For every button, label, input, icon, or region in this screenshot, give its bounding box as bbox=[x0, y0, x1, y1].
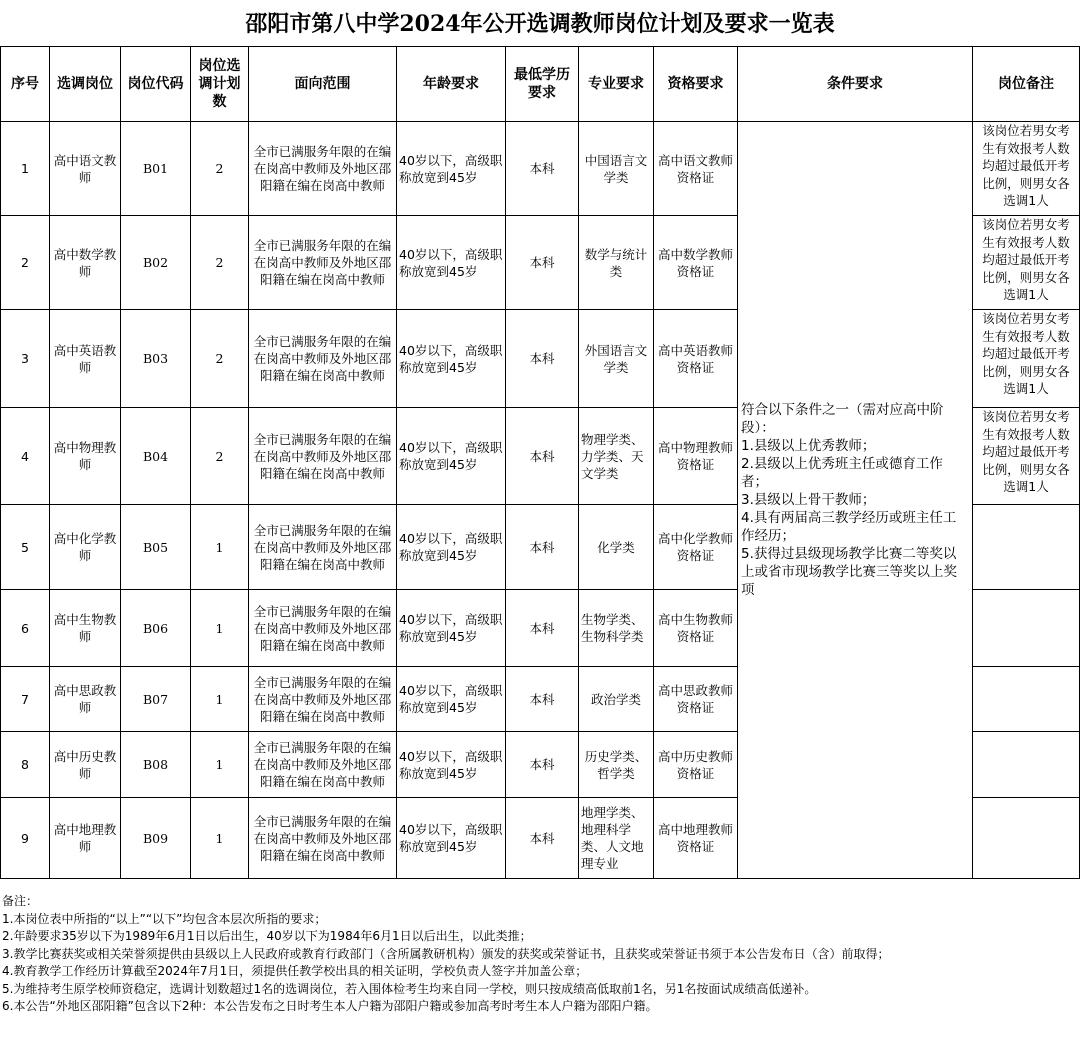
edu-cell bbox=[506, 122, 579, 216]
scope-cell bbox=[249, 408, 397, 505]
header-edu: 最低学历要求 bbox=[506, 47, 579, 122]
scope-cell bbox=[249, 122, 397, 216]
remark-cell-text: 该岗位若男女考生有效报考人数均超过最低开考比例，则男女各选调1人 bbox=[982, 123, 1070, 208]
header-major: 专业要求 bbox=[579, 47, 654, 122]
qual-cell-text: 高中物理教师资格证 bbox=[657, 440, 733, 472]
code-cell bbox=[121, 505, 191, 590]
seq-cell bbox=[1, 732, 50, 798]
condition-cell-text: 符合以下条件之一（需对应高中阶段）： 1.县级以上优秀教师； 2.县级以上优秀班主任或德育工作者； 3.县级以上骨干教师； 4.具有两届高三教学经历或班主任工作经历； 5.获得过县级现场教学比赛二等奖以上或省市现场教学比赛三等奖以上奖项 bbox=[741, 402, 957, 598]
code-cell bbox=[121, 310, 191, 408]
remark-cell-empty bbox=[973, 590, 1080, 667]
scope-cell-text: 全市已满服务年限的在编在岗高中教师及外地区邵阳籍在编在岗高中教师 bbox=[253, 813, 392, 863]
position-cell-text: 高中思政教师 bbox=[53, 683, 117, 715]
age-cell bbox=[397, 310, 506, 408]
plan-cell bbox=[191, 216, 249, 310]
note-item: 5.为维持考生原学校师资稳定，选调计划数超过1名的选调岗位，若入围体检考生均来自同一学校，则只按成绩高低取前1名，另1名按面试成绩高低递补。 bbox=[2, 981, 817, 996]
position-cell bbox=[50, 798, 121, 879]
code-cell-text: B05 bbox=[142, 539, 169, 555]
edu-cell-text: 本科 bbox=[529, 757, 555, 772]
edu-cell-text: 本科 bbox=[529, 539, 555, 555]
edu-cell bbox=[506, 310, 579, 408]
plan-cell bbox=[191, 732, 249, 798]
major-cell-text: 历史学类、哲学类 bbox=[584, 748, 648, 781]
edu-cell bbox=[506, 505, 579, 590]
qual-cell bbox=[654, 408, 738, 505]
plan-cell-text: 1 bbox=[215, 757, 224, 772]
note-item: 1.本岗位表中所指的“以上”“以下”均包含本层次所指的要求； bbox=[2, 911, 327, 926]
qual-cell bbox=[654, 505, 738, 590]
scope-cell-text: 全市已满服务年限的在编在岗高中教师及外地区邵阳籍在编在岗高中教师 bbox=[253, 431, 392, 481]
remark-cell-text: 该岗位若男女考生有效报考人数均超过最低开考比例，则男女各选调1人 bbox=[982, 409, 1070, 494]
age-cell bbox=[397, 798, 506, 879]
position-cell-text: 高中地理教师 bbox=[53, 822, 117, 854]
scope-cell bbox=[249, 310, 397, 408]
seq-cell-text: 2 bbox=[21, 255, 29, 270]
scope-cell-text: 全市已满服务年限的在编在岗高中教师及外地区邵阳籍在编在岗高中教师 bbox=[253, 603, 392, 653]
note-item: 3.教学比赛获奖或相关荣誉须提供由县级以上人民政府或教育行政部门（含所属教研机构）颁发的获奖或荣誉证书，且获奖或荣誉证书须于本公告发布日（含）前取得； bbox=[2, 946, 890, 961]
plan-cell bbox=[191, 310, 249, 408]
age-cell-text: 40岁以下，高级职称放宽到45岁 bbox=[399, 748, 503, 781]
table-body bbox=[1, 122, 1080, 879]
age-cell bbox=[397, 408, 506, 505]
edu-cell bbox=[506, 667, 579, 732]
major-cell bbox=[579, 505, 654, 590]
plan-cell bbox=[191, 408, 249, 505]
scope-cell bbox=[249, 667, 397, 732]
major-cell bbox=[579, 310, 654, 408]
code-cell bbox=[121, 798, 191, 879]
header-cond: 条件要求 bbox=[738, 47, 973, 122]
code-cell-text: B06 bbox=[142, 620, 169, 636]
seq-cell-text: 4 bbox=[21, 448, 29, 464]
age-cell-text: 40岁以下，高级职称放宽到45岁 bbox=[399, 246, 503, 279]
code-cell bbox=[121, 732, 191, 798]
major-cell bbox=[579, 590, 654, 667]
major-cell-text: 生物学类、生物科学类 bbox=[581, 612, 644, 644]
plan-cell-text: 1 bbox=[215, 539, 224, 555]
age-cell-text: 40岁以下，高级职称放宽到45岁 bbox=[399, 531, 503, 563]
major-cell-text: 物理学类、力学类、天文学类 bbox=[581, 431, 644, 481]
plan-cell-text: 2 bbox=[215, 351, 224, 366]
position-cell-text: 高中物理教师 bbox=[53, 440, 117, 472]
plan-cell bbox=[191, 505, 249, 590]
age-cell bbox=[397, 667, 506, 732]
qual-cell bbox=[654, 732, 738, 798]
age-cell bbox=[397, 505, 506, 590]
plan-cell-text: 2 bbox=[215, 161, 224, 176]
qual-cell-text: 高中历史教师资格证 bbox=[657, 748, 733, 781]
qual-cell-text: 高中生物教师资格证 bbox=[657, 612, 733, 644]
qual-cell bbox=[654, 590, 738, 667]
remark-cell-text: 该岗位若男女考生有效报考人数均超过最低开考比例，则男女各选调1人 bbox=[982, 311, 1070, 396]
header-position: 选调岗位 bbox=[50, 47, 121, 122]
age-cell-text: 40岁以下，高级职称放宽到45岁 bbox=[399, 152, 503, 185]
edu-cell-text: 本科 bbox=[529, 161, 555, 176]
position-cell-text: 高中生物教师 bbox=[53, 612, 117, 644]
age-cell bbox=[397, 216, 506, 310]
age-cell-text: 40岁以下，高级职称放宽到45岁 bbox=[399, 440, 503, 472]
seq-cell bbox=[1, 216, 50, 310]
remark-cell-empty bbox=[973, 667, 1080, 732]
plan-cell-text: 1 bbox=[215, 830, 224, 846]
remark-cell bbox=[973, 216, 1080, 310]
remark-cell-text: 该岗位若男女考生有效报考人数均超过最低开考比例，则男女各选调1人 bbox=[982, 217, 1070, 302]
scope-cell-text: 全市已满服务年限的在编在岗高中教师及外地区邵阳籍在编在岗高中教师 bbox=[253, 334, 392, 383]
age-cell bbox=[397, 122, 506, 216]
age-cell-text: 40岁以下，高级职称放宽到45岁 bbox=[399, 822, 503, 854]
qual-cell-text: 高中化学教师资格证 bbox=[657, 531, 733, 563]
scope-cell-text: 全市已满服务年限的在编在岗高中教师及外地区邵阳籍在编在岗高中教师 bbox=[253, 522, 392, 572]
seq-cell bbox=[1, 798, 50, 879]
qual-cell bbox=[654, 667, 738, 732]
position-cell bbox=[50, 310, 121, 408]
document-title: 邵阳市第八中学2024年公开选调教师岗位计划及要求一览表 bbox=[245, 11, 835, 37]
remark-cell bbox=[973, 408, 1080, 505]
header-code: 岗位代码 bbox=[121, 47, 191, 122]
header-plan: 岗位选调计划数 bbox=[191, 47, 249, 122]
age-cell-text: 40岁以下，高级职称放宽到45岁 bbox=[399, 612, 503, 644]
age-cell-text: 40岁以下，高级职称放宽到45岁 bbox=[399, 683, 503, 715]
qual-cell-text: 高中英语教师资格证 bbox=[657, 342, 733, 375]
major-cell-text: 政治学类 bbox=[590, 691, 641, 707]
qual-cell bbox=[654, 122, 738, 216]
edu-cell-text: 本科 bbox=[529, 448, 555, 464]
edu-cell bbox=[506, 798, 579, 879]
code-cell bbox=[121, 216, 191, 310]
qual-cell bbox=[654, 798, 738, 879]
position-cell-text: 高中语文教师 bbox=[53, 152, 117, 185]
position-cell-text: 高中英语教师 bbox=[53, 342, 117, 375]
remark-cell-empty bbox=[973, 798, 1080, 879]
scope-cell bbox=[249, 732, 397, 798]
scope-cell-text: 全市已满服务年限的在编在岗高中教师及外地区邵阳籍在编在岗高中教师 bbox=[253, 144, 392, 193]
code-cell-text: B07 bbox=[142, 691, 169, 707]
age-cell bbox=[397, 590, 506, 667]
major-cell-text: 中国语言文学类 bbox=[584, 152, 648, 185]
code-cell bbox=[121, 408, 191, 505]
edu-cell-text: 本科 bbox=[529, 620, 555, 636]
edu-cell bbox=[506, 408, 579, 505]
major-cell bbox=[579, 667, 654, 732]
position-cell bbox=[50, 590, 121, 667]
code-cell-text: B09 bbox=[142, 830, 169, 846]
edu-cell bbox=[506, 590, 579, 667]
qual-cell-text: 高中语文教师资格证 bbox=[657, 152, 733, 185]
seq-cell-text: 5 bbox=[21, 539, 29, 555]
seq-cell-text: 1 bbox=[21, 161, 29, 176]
plan-cell-text: 1 bbox=[215, 691, 224, 707]
edu-cell-text: 本科 bbox=[529, 351, 555, 366]
position-cell-text: 高中数学教师 bbox=[53, 246, 117, 279]
plan-cell-text: 2 bbox=[215, 255, 224, 270]
qual-cell-text: 高中地理教师资格证 bbox=[657, 822, 733, 854]
plan-cell-text: 1 bbox=[215, 620, 224, 636]
header-seq: 序号 bbox=[1, 47, 50, 122]
scope-cell-text: 全市已满服务年限的在编在岗高中教师及外地区邵阳籍在编在岗高中教师 bbox=[253, 674, 392, 724]
header-age: 年龄要求 bbox=[397, 47, 506, 122]
major-cell bbox=[579, 732, 654, 798]
note-item: 6.本公告“外地区邵阳籍”包含以下2种：本公告发布之日时考生本人户籍为邵阳户籍或参加高考时考生本人户籍为邵阳户籍。 bbox=[2, 999, 658, 1013]
major-cell-text: 数学与统计类 bbox=[584, 246, 648, 279]
table-row bbox=[1, 122, 1080, 216]
remark-cell-empty bbox=[973, 732, 1080, 798]
position-cell bbox=[50, 216, 121, 310]
major-cell bbox=[579, 798, 654, 879]
scope-cell bbox=[249, 798, 397, 879]
edu-cell-text: 本科 bbox=[529, 691, 555, 707]
code-cell bbox=[121, 667, 191, 732]
positions-table bbox=[0, 46, 1080, 879]
position-cell bbox=[50, 732, 121, 798]
qual-cell-text: 高中思政教师资格证 bbox=[657, 683, 733, 715]
scope-cell bbox=[249, 590, 397, 667]
code-cell-text: B03 bbox=[142, 351, 169, 366]
position-cell-text: 高中历史教师 bbox=[53, 748, 117, 781]
qual-cell bbox=[654, 216, 738, 310]
seq-cell-text: 3 bbox=[21, 351, 29, 366]
scope-cell-text: 全市已满服务年限的在编在岗高中教师及外地区邵阳籍在编在岗高中教师 bbox=[253, 238, 392, 287]
code-cell-text: B01 bbox=[142, 161, 169, 176]
scope-cell-text: 全市已满服务年限的在编在岗高中教师及外地区邵阳籍在编在岗高中教师 bbox=[253, 740, 392, 789]
position-cell-text: 高中化学教师 bbox=[53, 531, 117, 563]
age-cell bbox=[397, 732, 506, 798]
position-cell bbox=[50, 122, 121, 216]
code-cell bbox=[121, 122, 191, 216]
seq-cell bbox=[1, 590, 50, 667]
remark-cell bbox=[973, 122, 1080, 216]
position-cell bbox=[50, 505, 121, 590]
table-header-row bbox=[1, 47, 1080, 122]
major-cell bbox=[579, 122, 654, 216]
major-cell bbox=[579, 408, 654, 505]
position-cell bbox=[50, 408, 121, 505]
seq-cell-text: 6 bbox=[21, 620, 29, 636]
edu-cell bbox=[506, 732, 579, 798]
seq-cell bbox=[1, 310, 50, 408]
note-item: 2.年龄要求35岁以下为1989年6月1日以后出生，40岁以下为1984年6月1日以后出生，以此类推； bbox=[2, 929, 532, 943]
condition-cell bbox=[738, 122, 973, 879]
major-cell-text: 地理学类、地理科学类、人文地理专业 bbox=[581, 805, 644, 871]
edu-cell-text: 本科 bbox=[529, 255, 555, 270]
seq-cell bbox=[1, 122, 50, 216]
major-cell-text: 化学类 bbox=[597, 539, 635, 555]
code-cell bbox=[121, 590, 191, 667]
header-scope: 面向范围 bbox=[249, 47, 397, 122]
position-cell bbox=[50, 667, 121, 732]
notes-heading: 备注： bbox=[2, 894, 39, 908]
edu-cell-text: 本科 bbox=[529, 830, 555, 846]
seq-cell bbox=[1, 408, 50, 505]
plan-cell bbox=[191, 590, 249, 667]
major-cell bbox=[579, 216, 654, 310]
qual-cell bbox=[654, 310, 738, 408]
notes-section bbox=[2, 893, 1078, 1016]
edu-cell bbox=[506, 216, 579, 310]
code-cell-text: B04 bbox=[142, 448, 169, 464]
major-cell-text: 外国语言文学类 bbox=[584, 342, 648, 375]
code-cell-text: B08 bbox=[142, 757, 169, 772]
seq-cell bbox=[1, 505, 50, 590]
seq-cell-text: 9 bbox=[21, 830, 29, 846]
scope-cell bbox=[249, 216, 397, 310]
seq-cell-text: 8 bbox=[21, 757, 29, 772]
plan-cell-text: 2 bbox=[215, 448, 224, 464]
plan-cell bbox=[191, 798, 249, 879]
qual-cell-text: 高中数学教师资格证 bbox=[657, 246, 733, 279]
plan-cell bbox=[191, 122, 249, 216]
header-qual: 资格要求 bbox=[654, 47, 738, 122]
note-item: 4.教育教学工作经历计算截至2024年7月1日，须提供任教学校出具的相关证明，学校负责人签字并加盖公章； bbox=[2, 964, 588, 978]
seq-cell-text: 7 bbox=[21, 691, 29, 707]
remark-cell-empty bbox=[973, 505, 1080, 590]
remark-cell bbox=[973, 310, 1080, 408]
header-remark: 岗位备注 bbox=[973, 47, 1080, 122]
code-cell-text: B02 bbox=[142, 255, 169, 270]
plan-cell bbox=[191, 667, 249, 732]
age-cell-text: 40岁以下，高级职称放宽到45岁 bbox=[399, 342, 503, 375]
scope-cell bbox=[249, 505, 397, 590]
seq-cell bbox=[1, 667, 50, 732]
